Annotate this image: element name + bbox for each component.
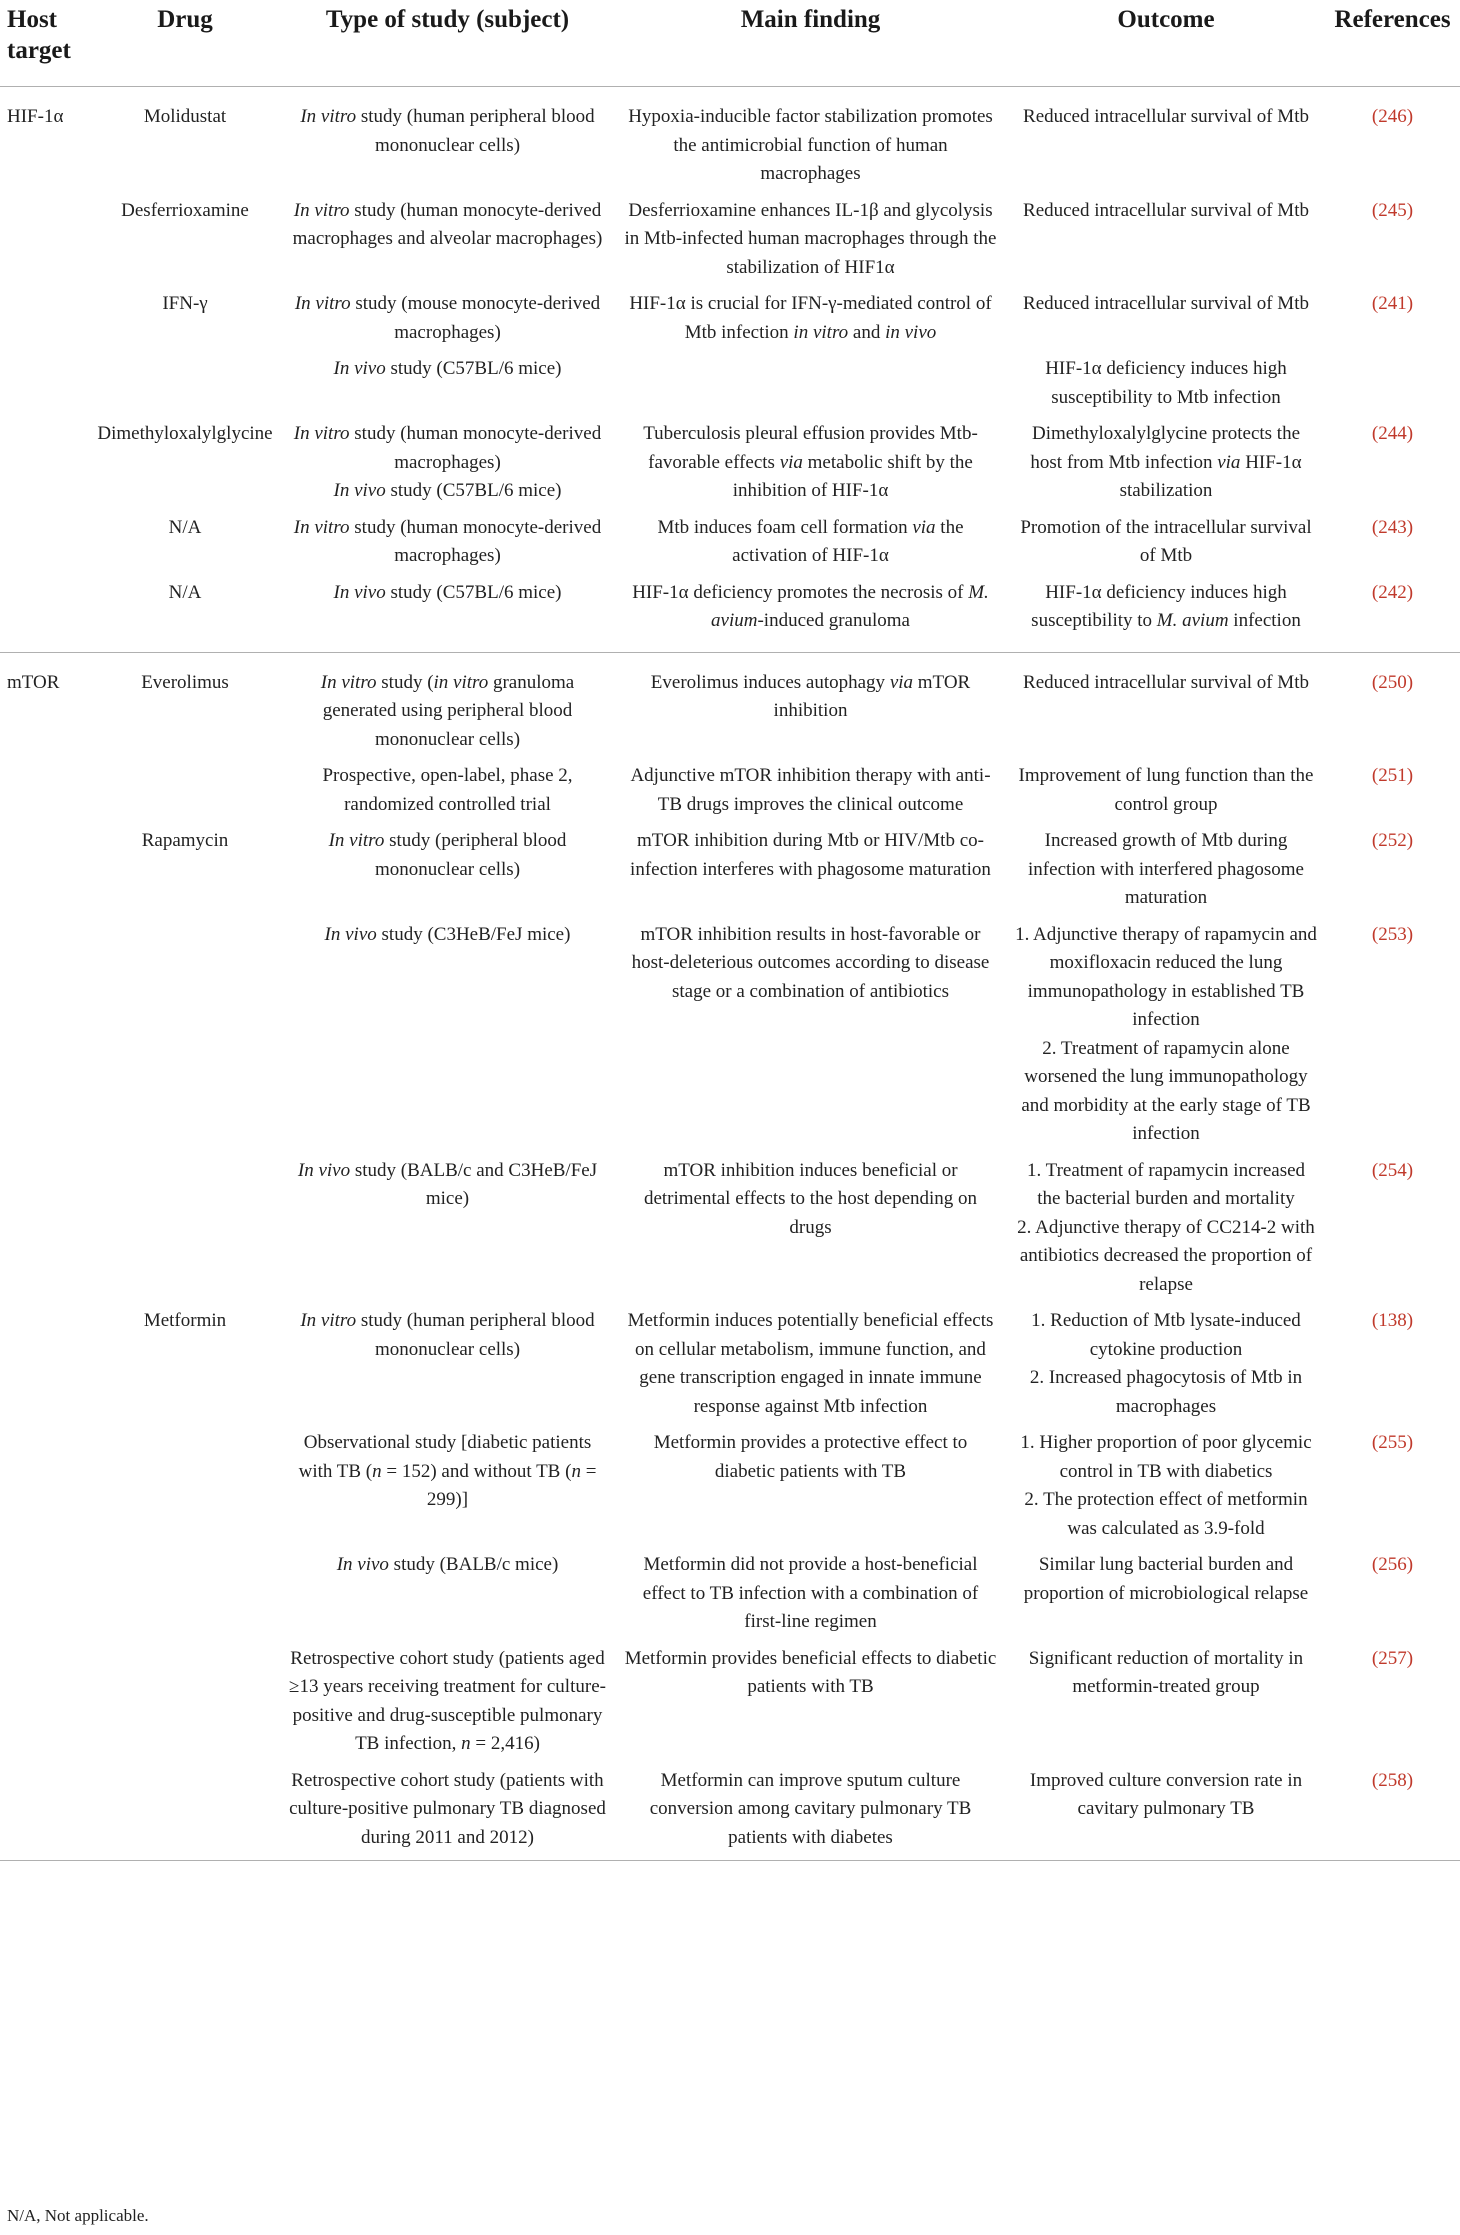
cell-reference [1325,355,1460,420]
table-row [0,197,1460,291]
table-header-row [0,0,1460,87]
cell-outcome: HIF-1α deficiency induces high susceptibility to Mtb infection [1045,358,1287,408]
cell-main-finding: mTOR inhibition during Mtb or HIV/Mtb co-infection interferes with phagosome maturation [630,830,991,880]
cell-drug: N/A [168,516,202,538]
cell-type-of-study: Prospective, open-label, phase 2, randomized controlled trial [322,765,573,815]
cell-reference[interactable]: (246) [1371,106,1414,127]
table-row [0,1645,1460,1767]
table-row [0,1429,1460,1551]
cell-drug [89,355,281,420]
cell-reference[interactable]: (251) [1371,765,1414,786]
cell-outcome: Improvement of lung function than the control group [1018,765,1314,815]
cell-drug [89,921,281,1157]
cell-type-of-study: In vitro study (in vitro granuloma generated using peripheral blood mononuclear cells) [281,652,614,762]
cell-outcome: Reduced intracellular survival of Mtb [1007,652,1325,762]
cell-reference[interactable]: (244) [1371,423,1414,444]
cell-outcome: HIF-1α deficiency induces high susceptibility to M. avium infection [1031,581,1301,631]
cell-reference[interactable]: (255) [1371,1432,1414,1453]
cell-host-target: HIF-1α [7,106,64,127]
table-row [0,514,1460,579]
cell-main-finding: HIF-1α is crucial for IFN-γ-mediated control of Mtb infection in vitro and in vivo [629,293,992,343]
cell-drug [89,1767,281,1861]
cell-drug: Molidustat [143,106,227,127]
cell-reference[interactable]: (252) [1371,830,1414,851]
cell-drug: Dimethyloxalylglycine [97,423,273,444]
table-row [0,652,1460,762]
cell-reference[interactable]: (256) [1371,1554,1414,1575]
cell-outcome: 1. Higher proportion of poor glycemic control in TB with diabetics 2. The protection effect of metformin was calculated as 3.9-fold [1020,1432,1312,1539]
cell-main-finding: Tuberculosis pleural effusion provides Mtb-favorable effects via metabolic shift by the inhibition of HIF-1α [643,423,978,501]
cell-outcome: 1. Treatment of rapamycin increased the bacterial burden and mortality 2. Adjunctive therapy of CC214-2 with antibiotics decreased the proportion of relapse [1017,1159,1315,1295]
cell-main-finding: Hypoxia-inducible factor stabilization promotes the antimicrobial function of human macrophages [628,106,993,184]
cell-outcome: Reduced intracellular survival of Mtb [1023,293,1309,314]
cell-outcome: 1. Adjunctive therapy of rapamycin and moxifloxacin reduced the lung immunopathology in established TB infection 2. Treatment of rapamycin alone worsened the lung immunopathology and morbidity at the early stage of TB infection [1015,923,1317,1144]
cell-host-target [0,1645,89,1767]
table-row [0,1307,1460,1429]
cell-main-finding: Everolimus induces autophagy via mTOR inhibition [614,652,1007,762]
cell-host-target [0,290,89,355]
cell-reference[interactable]: (254) [1371,1159,1414,1181]
cell-type-of-study: In vitro study (human monocyte-derived macrophages and alveolar macrophages) [292,199,603,249]
cell-outcome: Improved culture conversion rate in cavitary pulmonary TB [1007,1767,1325,1861]
cell-host-target [0,1157,89,1308]
cell-main-finding: Metformin provides beneficial effects to diabetic patients with TB [624,1647,997,1697]
header-main-finding: Main finding [614,0,1007,87]
table-row [0,1767,1460,1861]
cell-host-target [0,1551,89,1645]
cell-type-of-study: In vitro study (human monocyte-derived macrophages) In vivo study (C57BL/6 mice) [293,423,602,501]
cell-outcome: Similar lung bacterial burden and proportion of microbiological relapse [1023,1554,1309,1604]
cell-host-target [0,762,89,827]
cell-type-of-study: In vitro study (mouse monocyte-derived macrophages) [294,293,601,343]
cell-drug: N/A [168,581,202,603]
cell-type-of-study: In vivo study (BALB/c mice) [336,1554,559,1575]
cell-host-target [0,514,89,579]
table-row [0,290,1460,355]
cell-host-target [0,827,89,921]
cell-reference[interactable]: (253) [1371,923,1414,945]
cell-host-target: mTOR [0,652,89,762]
table-footnote: N/A, Not applicable. [7,2206,149,2225]
cell-host-target [0,355,89,420]
cell-type-of-study: Retrospective cohort study (patients aged ≥13 years receiving treatment for culture-positive and drug-susceptible pulmonary TB infection, n = 2,416) [289,1647,606,1754]
cell-outcome: Dimethyloxalylglycine protects the host from Mtb infection via HIF-1α stabilization [1030,423,1302,501]
cell-host-target [0,1429,89,1551]
cell-reference[interactable]: (243) [1371,516,1414,538]
cell-main-finding: Metformin induces potentially beneficial effects on cellular metabolism, immune function, and gene transcription engaged in innate immune response against Mtb infection [627,1310,994,1417]
cell-type-of-study: In vitro study (human peripheral blood mononuclear cells) [300,106,595,156]
header-drug: Drug [89,0,281,87]
cell-outcome: Significant reduction of mortality in metformin-treated group [1028,1647,1304,1697]
cell-reference[interactable]: (257) [1371,1647,1414,1669]
cell-host-target [0,921,89,1157]
cell-reference[interactable]: (250) [1325,652,1460,762]
cell-drug: IFN-γ [162,293,208,314]
table-row [0,579,1460,653]
cell-drug: Rapamycin [141,830,229,851]
cell-drug [89,1157,281,1308]
table-row [0,762,1460,827]
cell-main-finding: Desferrioxamine enhances IL-1β and glycolysis in Mtb-infected human macrophages through the stabilization of HIF1α [624,199,997,278]
cell-drug [89,762,281,827]
cell-drug: Desferrioxamine [121,199,249,221]
cell-type-of-study: Observational study [diabetic patients with TB (n = 152) and without TB (n = 299)] [298,1432,597,1510]
cell-outcome: Increased growth of Mtb during infection with interfered phagosome maturation [1028,830,1304,908]
cell-host-target [0,1767,89,1861]
cell-host-target [0,1307,89,1429]
cell-type-of-study: In vitro study (human peripheral blood mononuclear cells) [300,1310,595,1360]
cell-outcome: Reduced intracellular survival of Mtb [1023,106,1309,127]
table-row [0,87,1460,197]
table-row [0,420,1460,514]
table-row [0,1551,1460,1645]
cell-host-target [0,197,89,291]
cell-type-of-study: In vivo study (C3HeB/FeJ mice) [324,923,571,945]
cell-host-target [0,579,89,653]
cell-main-finding: HIF-1α deficiency promotes the necrosis of M. avium-induced granuloma [632,581,989,631]
cell-type-of-study: In vivo study (C57BL/6 mice) [333,581,562,603]
cell-type-of-study: In vitro study (peripheral blood mononuclear cells) [328,830,567,880]
cell-reference[interactable]: (241) [1371,293,1414,314]
cell-outcome: Promotion of the intracellular survival of Mtb [1020,516,1312,566]
cell-reference[interactable]: (242) [1371,581,1414,603]
cell-main-finding: Adjunctive mTOR inhibition therapy with anti-TB drugs improves the clinical outcome [630,765,991,815]
table-body [0,87,1460,1861]
cell-main-finding: Metformin did not provide a host-beneficial effect to TB infection with a combination of first-line regimen [642,1554,979,1632]
cell-drug [89,1551,281,1645]
cell-main-finding: Metformin can improve sputum culture conversion among cavitary pulmonary TB patients with diabetes [614,1767,1007,1861]
cell-main-finding: mTOR inhibition results in host-favorable or host-deleterious outcomes according to disease stage or a combination of antibiotics [631,923,990,1002]
table-row [0,827,1460,921]
table-row [0,1157,1460,1308]
cell-outcome: 1. Reduction of Mtb lysate-induced cytokine production 2. Increased phagocytosis of Mtb in macrophages [1029,1310,1303,1417]
cell-reference[interactable]: (258) [1325,1767,1460,1861]
cell-drug: Metformin [143,1310,227,1331]
header-outcome: Outcome [1007,0,1325,87]
cell-type-of-study: In vitro study (human monocyte-derived macrophages) [293,516,602,566]
cell-reference[interactable]: (245) [1371,199,1414,221]
table-row [0,355,1460,420]
cell-drug [89,1645,281,1767]
table-row [0,921,1460,1157]
cell-type-of-study: In vivo study (C57BL/6 mice) [333,358,562,379]
cell-type-of-study: In vivo study (BALB/c and C3HeB/FeJ mice) [297,1159,598,1209]
cell-outcome: Reduced intracellular survival of Mtb [1023,199,1309,221]
cell-reference[interactable]: (138) [1371,1310,1414,1331]
cell-drug [89,1429,281,1551]
cell-main-finding: Metformin provides a protective effect to diabetic patients with TB [653,1432,968,1482]
cell-main-finding [614,355,1007,420]
cell-main-finding: mTOR inhibition induces beneficial or detrimental effects to the host depending on drugs [643,1159,978,1238]
cell-type-of-study: Retrospective cohort study (patients with culture-positive pulmonary TB diagnosed during 2011 and 2012) [281,1767,614,1861]
header-references: References [1325,0,1460,87]
cell-main-finding: Mtb induces foam cell formation via the activation of HIF-1α [657,516,964,566]
header-host-target: Host target [0,0,89,87]
cell-drug: Everolimus [89,652,281,762]
header-type-of-study: Type of study (subject) [281,0,614,87]
cell-host-target [0,420,89,514]
